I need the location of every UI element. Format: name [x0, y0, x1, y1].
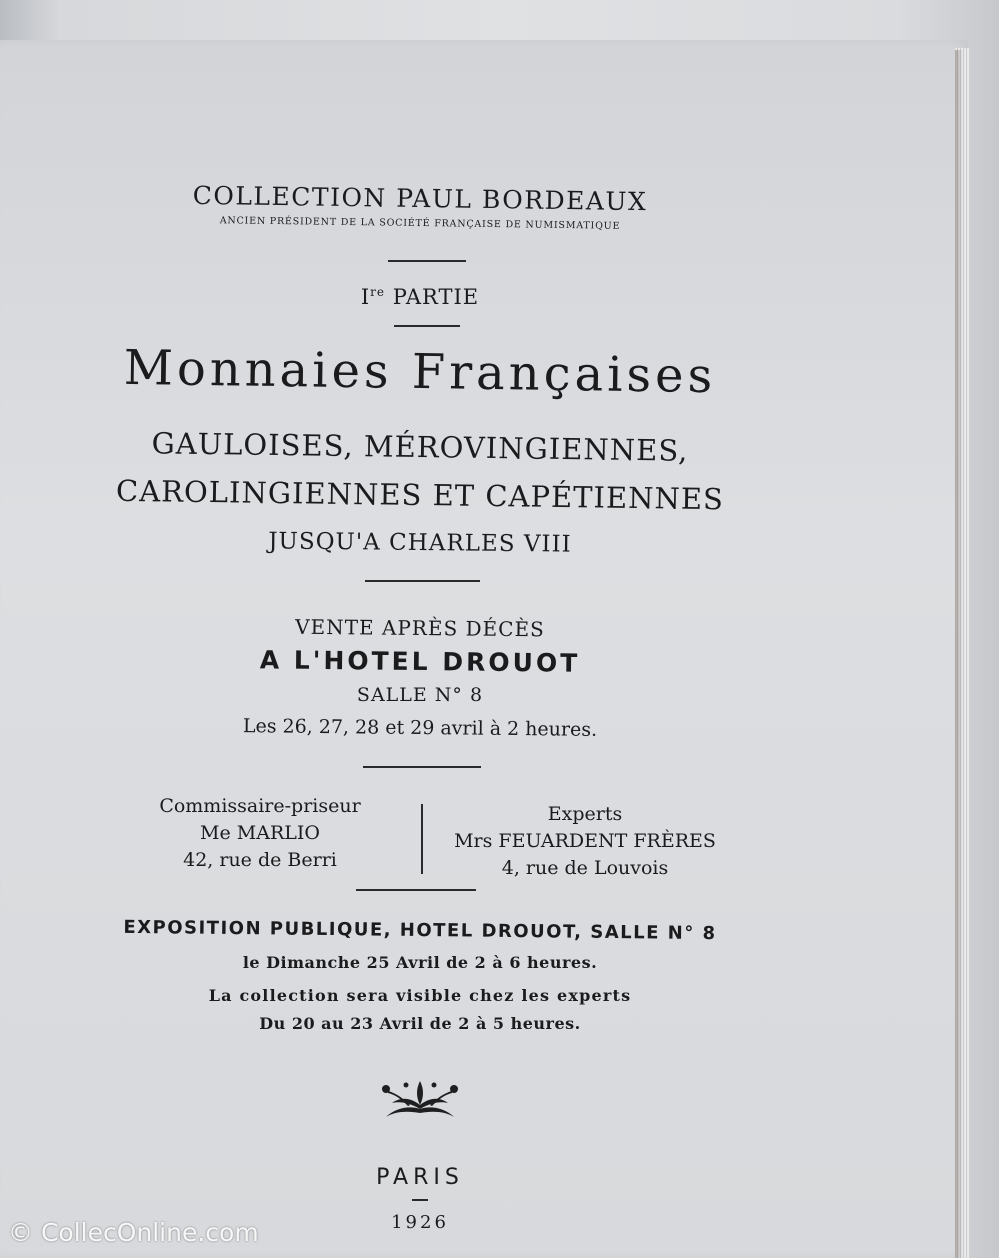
experts-block: [450, 801, 720, 882]
commissaire-role: Commissaire-priseur: [159, 795, 361, 817]
year: 1926: [391, 1212, 449, 1233]
partie-label: PARTIE: [392, 285, 480, 309]
exposition-line-1: le Dimanche 25 Avril de 2 à 6 heures.: [242, 953, 598, 972]
exposition-line-3: Du 20 au 23 Avril de 2 à 5 heures.: [259, 1014, 581, 1033]
subtitle-line-3: JUSQU'A CHARLES VIII: [268, 528, 572, 558]
column-separator: [421, 804, 423, 874]
experts-role: Experts: [547, 803, 623, 825]
watermark: © CollecOnline.com: [8, 1218, 259, 1247]
city: PARIS: [376, 1165, 464, 1190]
commissaire-block: [140, 793, 380, 874]
divider: [388, 260, 466, 262]
commissaire-address: 42, rue de Berri: [183, 849, 337, 871]
exposition-title: EXPOSITION PUBLIQUE, HOTEL DROUOT, SALLE N° 8: [123, 916, 717, 945]
divider: [363, 766, 481, 768]
partie-sup: re: [370, 285, 385, 299]
commissaire-name: Me MARLIO: [200, 822, 320, 844]
subtitle-line-1: GAULOISES, MÉROVINGIENNES,: [151, 426, 689, 468]
collection-title: COLLECTION PAUL BORDEAUX: [192, 180, 648, 217]
partie-number: I: [360, 285, 371, 309]
experts-name: Mrs FEUARDENT FRÈRES: [454, 830, 716, 852]
divider: [394, 325, 460, 327]
dates-line: Les 26, 27, 28 et 29 avril à 2 heures.: [242, 715, 598, 741]
experts-address: 4, rue de Louvois: [501, 857, 669, 879]
collection-subtitle: ANCIEN PRÉSIDENT DE LA SOCIÉTÉ FRANÇAISE DE NUMISMATIQUE: [219, 215, 621, 232]
divider: [412, 1199, 428, 1201]
hotel-line: A L'HOTEL DROUOT: [259, 645, 581, 678]
partie-heading: [0, 285, 840, 309]
subtitle-line-2: CAROLINGIENNES ET CAPÉTIENNES: [115, 473, 725, 517]
salle-line: SALLE N° 8: [356, 684, 484, 706]
exposition-line-2: La collection sera visible chez les experts: [208, 986, 632, 1005]
floral-ornament-icon: [380, 1075, 460, 1119]
main-title: Monnaies Françaises: [123, 339, 717, 405]
divider: [365, 580, 480, 582]
page-shadow: [955, 50, 963, 1258]
divider: [356, 889, 476, 891]
vente-line: VENTE APRÈS DÉCÈS: [295, 614, 545, 642]
